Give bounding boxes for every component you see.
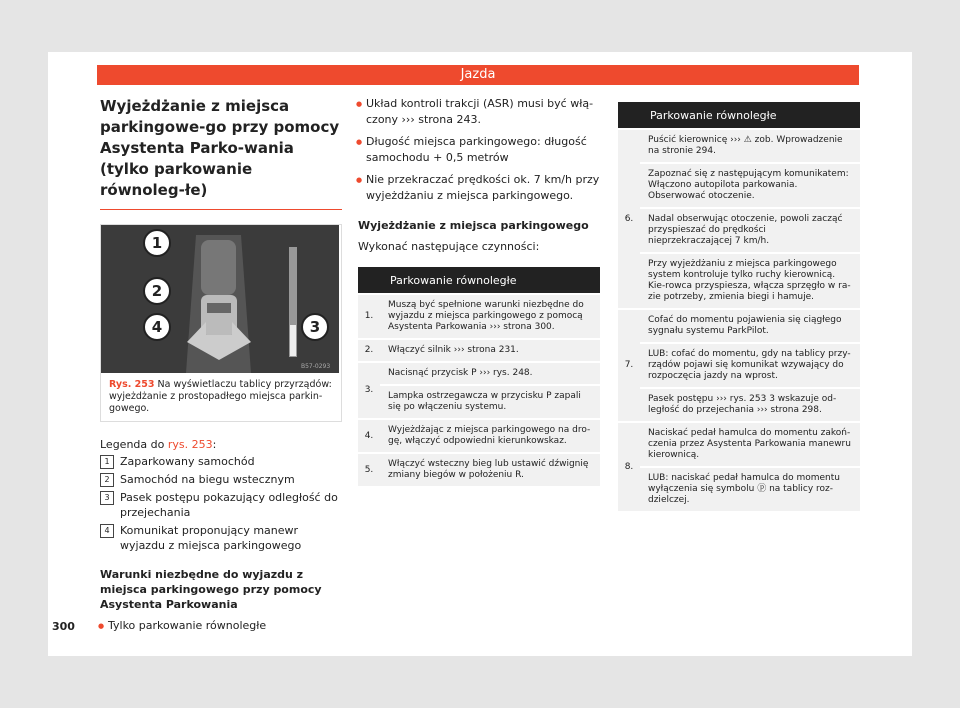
table-row: LUB: naciskać pedał hamulca do momentu wyłączenia się symbolu ⓟ na tablicy roz-dzielczej. bbox=[618, 468, 860, 511]
figure bbox=[100, 224, 342, 422]
figure-image bbox=[101, 225, 339, 373]
legend-ref-link[interactable]: rys. 253 bbox=[167, 438, 213, 451]
steps-table-2 bbox=[618, 100, 860, 513]
legend-number: 2 bbox=[100, 473, 114, 487]
table-row: Zapoznać się z następującym komunikatem: Włączono autopilota parkowania. Obserwować otoczenie. bbox=[618, 164, 860, 207]
page-number: 300 bbox=[52, 620, 75, 633]
table-row: 4. Wyjeżdżając z miejsca parkingowego na dro-gę, włączyć odpowiedni kierunkowskaz. bbox=[358, 420, 600, 452]
figure-ref: Rys. 253 bbox=[109, 379, 155, 390]
column-1 bbox=[100, 96, 342, 634]
requirements-bullet: ● Tylko parkowanie równoległe bbox=[100, 618, 342, 634]
table-row: LUB: cofać do momentu, gdy na tablicy przy-rządów pojawi się komunikat wzywający do rozpoczęcia jazdy na wprost. bbox=[618, 344, 860, 387]
steps-table-1 bbox=[358, 265, 600, 488]
section-title: Wyjeżdżanie z miejsca parkingowe-go przy pomocy Asystenta Parko-wania (tylko parkowanie równoleg-łe) bbox=[100, 96, 342, 210]
legend-text: Samochód na biegu wstecznym bbox=[120, 473, 295, 486]
legend-text: Pasek postępu pokazujący odległość do przejechania bbox=[120, 491, 338, 519]
figure-code: B57-0293 bbox=[301, 363, 331, 370]
column-2 bbox=[358, 96, 600, 488]
procedure-intro: Wykonać następujące czynności: bbox=[358, 240, 540, 253]
legend-intro: Legenda do bbox=[100, 438, 165, 451]
table-row: 1. Muszą być spełnione warunki niezbędne do wyjazdu z miejsca parkingowego z pomocą Asystenta Parkowania ››› strona 300. bbox=[358, 295, 600, 338]
legend-number: 1 bbox=[100, 455, 114, 469]
table-row: 5. Włączyć wsteczny bieg lub ustawić dźwignię zmiany biegów w położeniu R. bbox=[358, 454, 600, 486]
legend-item bbox=[100, 490, 342, 520]
legend-text: Komunikat proponujący manewr wyjazdu z miejsca parkingowego bbox=[120, 524, 302, 552]
parking-display-graphic bbox=[101, 225, 339, 373]
table-row: 7. Cofać do momentu pojawienia się ciągłego sygnału systemu ParkPilot. bbox=[618, 310, 860, 342]
procedure-heading: Wyjeżdżanie z miejsca parkingowego bbox=[358, 219, 589, 232]
table-row: Lampka ostrzegawcza w przycisku P zapali się po włączeniu systemu. bbox=[358, 386, 600, 418]
table-row: 8. Naciskać pedał hamulca do momentu zakoń-czenia przez Asystenta Parkowania manewru kierownicą. bbox=[618, 423, 860, 466]
table-row: 6. Puścić kierownicę ››› ⚠ zob. Wprowadzenie na stronie 294. bbox=[618, 130, 860, 162]
badge-2: 2 bbox=[143, 277, 171, 305]
table-header: Parkowanie równoległe bbox=[380, 267, 600, 293]
table-row: Pasek postępu ››› rys. 253 3 wskazuje od-ległość do przejechania ››› strona 298. bbox=[618, 389, 860, 421]
legend-item bbox=[100, 454, 342, 469]
legend-item bbox=[100, 472, 342, 487]
table-row: 3. Nacisnąć przycisk P ››› rys. 248. bbox=[358, 363, 600, 384]
table-header: Parkowanie równoległe bbox=[640, 102, 860, 128]
badge-1: 1 bbox=[143, 229, 171, 257]
legend-title: Legenda do rys. 253: bbox=[100, 438, 217, 451]
condition-bullet: ● Nie przekraczać prędkości ok. 7 km/h przy wyjeżdżaniu z miejsca parkingowego. bbox=[358, 172, 600, 204]
chapter-header: Jazda bbox=[97, 65, 859, 85]
table-row: 2. Włączyć silnik ››› strona 231. bbox=[358, 340, 600, 361]
legend-number: 4 bbox=[100, 524, 114, 538]
table-row: Nadal obserwując otoczenie, powoli zacząć przyspieszać do prędkości nieprzekraczającej 7 km/h. bbox=[618, 209, 860, 252]
column-3 bbox=[618, 100, 860, 513]
badge-4: 4 bbox=[143, 313, 171, 341]
condition-bullet: ● Układ kontroli trakcji (ASR) musi być włą-czony ››› strona 243. bbox=[358, 96, 600, 128]
requirements-title: Warunki niezbędne do wyjazdu z miejsca parkingowego przy pomocy Asystenta Parkowania bbox=[100, 568, 322, 611]
legend-item bbox=[100, 523, 342, 553]
badge-3: 3 bbox=[301, 313, 329, 341]
figure-caption bbox=[101, 373, 341, 421]
legend-text: Zaparkowany samochód bbox=[120, 455, 255, 468]
condition-bullet: ● Długość miejsca parkingowego: długość samochodu + 0,5 metrów bbox=[358, 134, 600, 166]
table-row: Przy wyjeżdżaniu z miejsca parkingowego system kontroluje tylko ruchy kierownicą. Kie-rowca przyspiesza, włącza sprzęgło w ra-zie potrzeby, zmienia biegi i hamuje. bbox=[618, 254, 860, 308]
legend-number: 3 bbox=[100, 491, 114, 505]
figure-caption-text: Na wyświetlaczu tablicy przyrządów: wyjeżdżanie z prostopadłego miejsca parkin-gowego. bbox=[109, 379, 332, 414]
